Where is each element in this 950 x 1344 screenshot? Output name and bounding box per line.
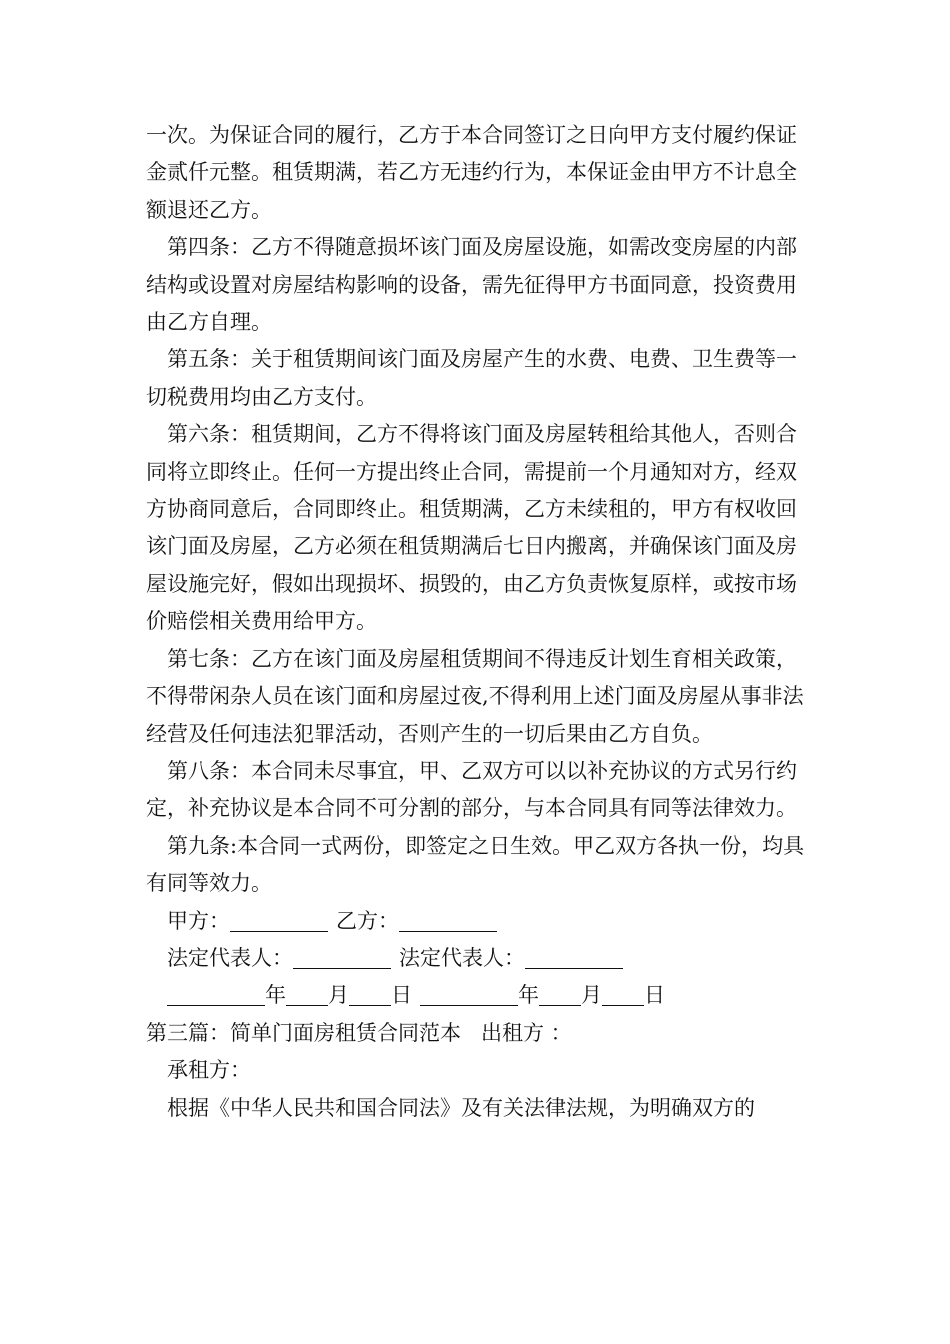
- date-b-year-blank: [420, 981, 518, 1006]
- date-b-day: 日: [644, 983, 665, 1008]
- lessor-label: 出租方 ：: [481, 1020, 572, 1045]
- date-b-month-blank: [539, 981, 581, 1006]
- paragraph-deposit: 一次。为保证合同的履行，乙方于本合同签订之日向甲方支付履约保证金贰仟元整。租赁期满，若乙方无违约行为，本保证金由甲方不计息全额退还乙方。: [146, 123, 797, 222]
- signature-parties-line: [146, 903, 816, 940]
- party-a-label: 甲方：: [167, 908, 230, 933]
- date-a-month: 月: [328, 983, 349, 1008]
- signature-date-line: [146, 977, 816, 1014]
- document-page: [146, 117, 816, 1127]
- paragraph-article-7: 第七条：乙方在该门面及房屋租赁期间不得违反计划生育相关政策，不得带闲杂人员在该门面和房屋过夜,不得利用上述门面及房屋从事非法经营及任何违法犯罪活动，否则产生的一切后果由乙方自负。: [146, 646, 804, 746]
- legal-rep-a-label: 法定代表人：: [167, 945, 293, 970]
- date-b-month: 月: [581, 983, 602, 1008]
- date-b-year: 年: [518, 983, 539, 1008]
- lessee-label: 承租方：: [167, 1058, 251, 1083]
- paragraph-legal-basis: 根据《中华人民共和国合同法》及有关法律法规，为明确双方的: [167, 1095, 755, 1120]
- date-a-month-blank: [286, 981, 328, 1006]
- party-b-blank: [399, 907, 497, 932]
- paragraph-article-6: 第六条：租赁期间，乙方不得将该门面及房屋转租给其他人，否则合同将立即终止。任何一方提出终止合同，需提前一个月通知对方，经双方协商同意后，合同即终止。租赁期满，乙方未续租的，甲方有权收回该门面及房屋，乙方必须在租赁期满后七日内搬离，并确保该门面及房屋设施完好，假如出现损坏、损毁的，由乙方负责恢复原样，或按市场价赔偿相关费用给甲方。: [146, 422, 797, 634]
- date-b-day-blank: [602, 981, 644, 1006]
- party-b-label: 乙方：: [336, 908, 399, 933]
- legal-rep-a-blank: [293, 944, 391, 969]
- paragraph-article-9: 第九条:本合同一式两份，即签定之日生效。甲乙双方各执一份，均具有同等效力。: [146, 833, 805, 896]
- date-a-day: 日: [391, 983, 412, 1008]
- legal-rep-b-blank: [525, 944, 623, 969]
- party-a-blank: [230, 907, 328, 932]
- paragraph-article-5: 第五条：关于租赁期间该门面及房屋产生的水费、电费、卫生费等一切税费用均由乙方支付。: [146, 347, 797, 409]
- date-a-day-blank: [349, 981, 391, 1006]
- section-heading-line: [146, 1015, 816, 1052]
- date-a-year: 年: [265, 983, 286, 1008]
- signature-legal-rep-line: [146, 940, 816, 977]
- paragraph-article-4: 第四条：乙方不得随意损坏该门面及房屋设施，如需改变房屋的内部结构或设置对房屋结构影响的设备，需先征得甲方书面同意，投资费用由乙方自理。: [146, 235, 797, 335]
- date-a-year-blank: [167, 981, 265, 1006]
- paragraph-article-8: 第八条：本合同未尽事宜，甲、乙双方可以以补充协议的方式另行约定，补充协议是本合同不可分割的部分，与本合同具有同等法律效力。: [146, 758, 797, 821]
- legal-rep-b-label: 法定代表人：: [399, 945, 525, 970]
- section-heading: 第三篇：简单门面房租赁合同范本: [146, 1020, 461, 1045]
